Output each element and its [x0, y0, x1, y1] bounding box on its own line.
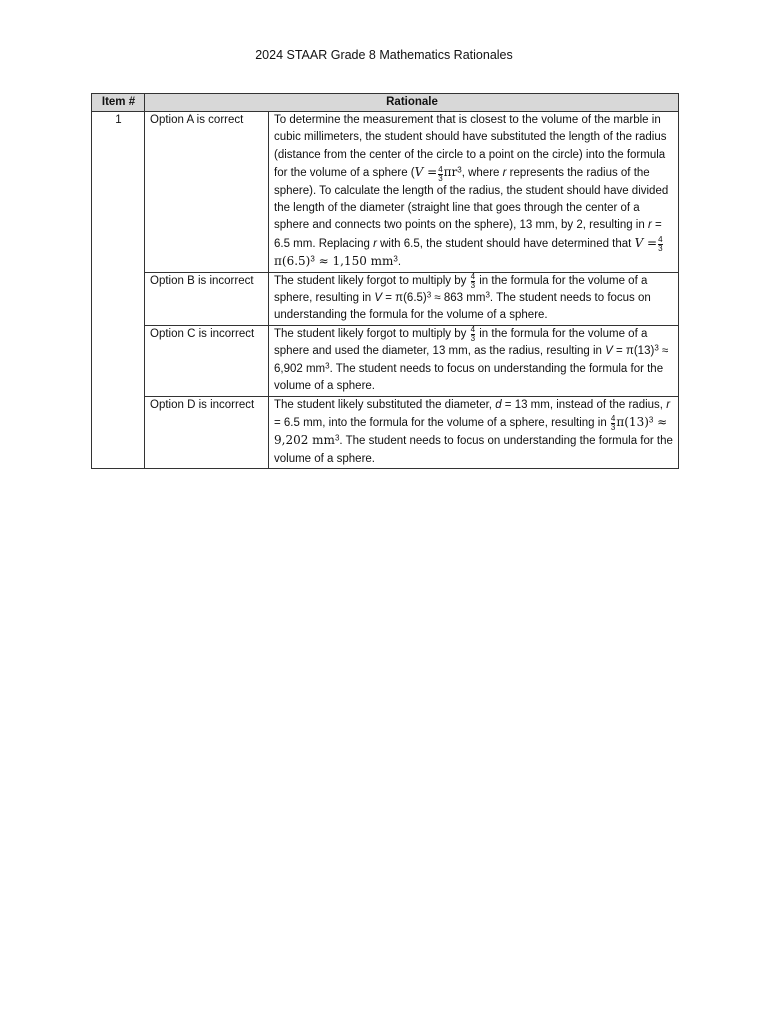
fraction: $\frac{4}{3}$	[470, 272, 476, 291]
rationale-text: The student likely forgot to multiply by $\frac{4}{3}$ in the formula for the volume of a sphere and used the diameter, 13 mm, as the radius, resulting in $V = \pi(13)^3 \approx 6,902$ $mm^3$. The student needs to focus on understanding the formula for the volume of a sphere.	[269, 325, 679, 396]
table-row	[92, 272, 679, 325]
page-title: 2024 STAAR Grade 8 Mathematics Rationales	[255, 48, 513, 62]
rationale-column-header: Rationale	[145, 94, 679, 112]
fraction: $\frac{4}{3}$	[438, 164, 443, 183]
table-row	[92, 396, 679, 469]
option-label: Option C is incorrect	[145, 325, 269, 396]
table-header-row	[92, 94, 679, 112]
option-label: Option D is incorrect	[145, 396, 269, 469]
fraction: $\frac{4}{3}$	[658, 235, 663, 254]
rationale-table	[91, 93, 679, 469]
item-column-header: Item #	[92, 94, 145, 112]
rationale-text: To determine the measurement that is closest to the volume of the marble in cubic millimeters, the student should have substituted the length of the radius (distance from the center of the circle to a point on the circle) into the formula for the volume of a sphere (V = $\frac{4}{3}$ $\pi r^3$, where r represents the radius of the sphere). To calculate the length of the radius, the student should have divided the length of the diameter (straight line that goes through the center of a sphere and connects two points on the sphere), 13 mm, by 2, resulting in r = 6.5 mm. Replacing r with 6.5, the student should have determined that V = $\frac{4}{3}$ $\pi(6.5)^3 \approx 1,150$ $mm^3$.	[269, 112, 679, 273]
rationale-text: The student likely forgot to multiply by $\frac{4}{3}$ in the formula for the volume of a sphere, resulting in $V = \pi(6.5)^3 \approx 863$ $mm^3$. The student needs to focus on understanding the formula for the volume of a sphere.	[269, 272, 679, 325]
option-label: Option A is correct	[145, 112, 269, 273]
table-row	[92, 325, 679, 396]
fraction: $\frac{4}{3}$	[610, 414, 616, 433]
option-label: Option B is incorrect	[145, 272, 269, 325]
table-row	[92, 112, 679, 273]
fraction: $\frac{4}{3}$	[470, 325, 476, 344]
rationale-text: The student likely substituted the diameter, d = 13 mm, instead of the radius, r = 6.5 mm, into the formula for the volume of a sphere, resulting in $\frac{4}{3}$ $\pi(13)^3 \approx 9,202$ $mm^3$. The student needs to focus on understanding the formula for the volume of a sphere.	[269, 396, 679, 469]
item-number: 1	[92, 112, 145, 469]
